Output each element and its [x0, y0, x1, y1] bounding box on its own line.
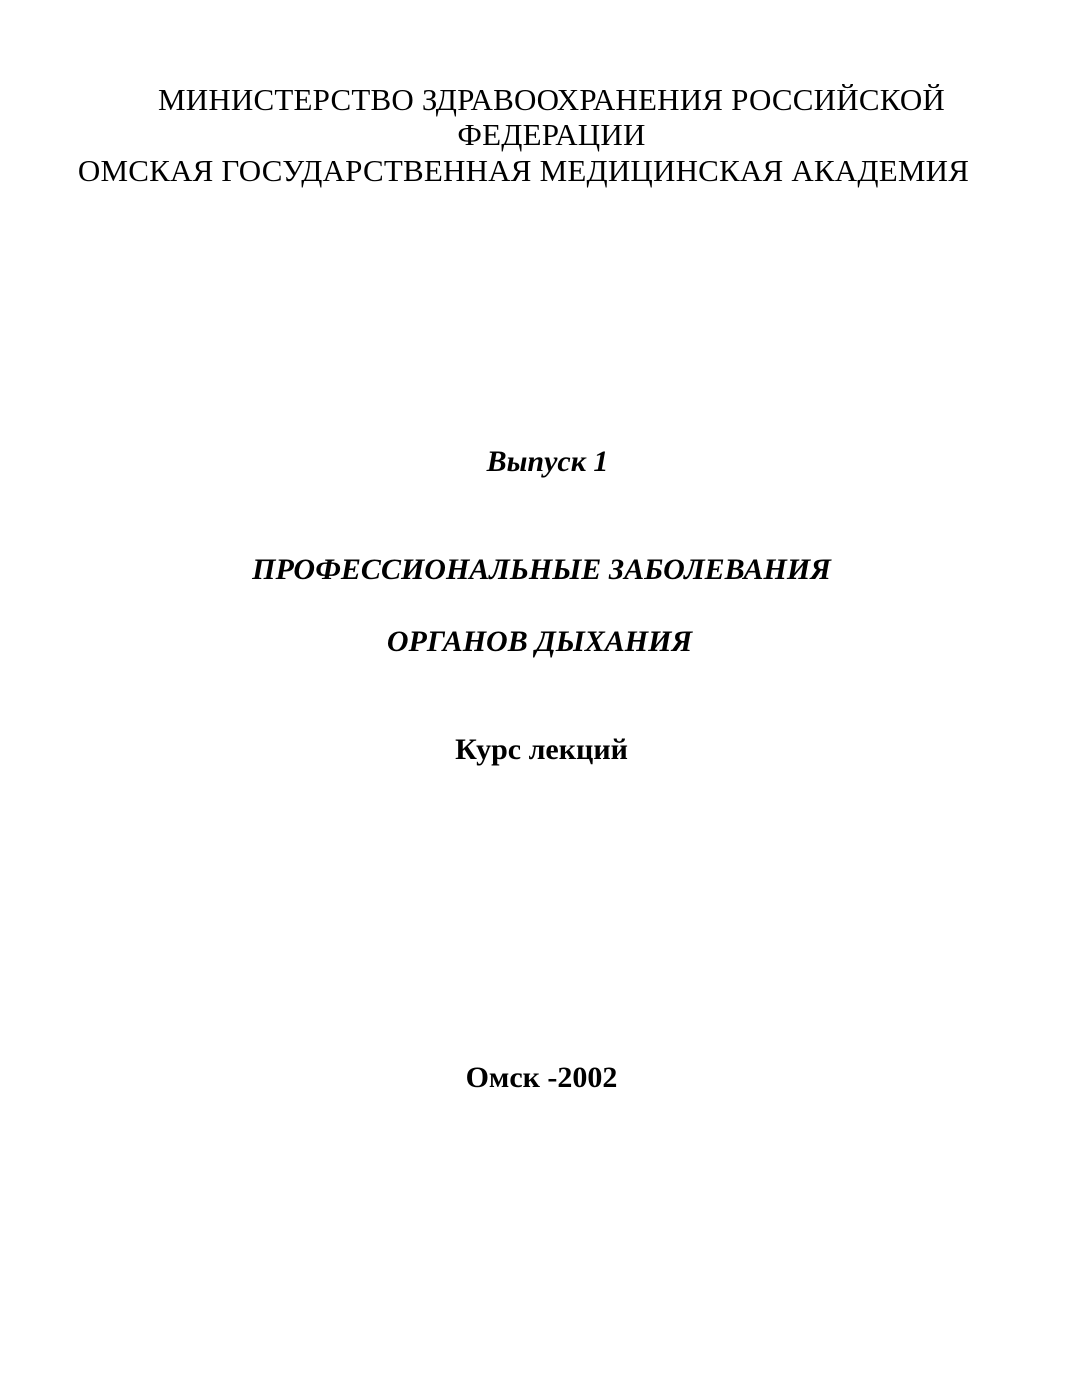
academy-name: ОМСКАЯ ГОСУДАРСТВЕННАЯ МЕДИЦИНСКАЯ АКАДЕМИЯ: [77, 153, 970, 188]
ministry-name-line-2: ФЕДЕРАЦИИ: [457, 117, 646, 152]
document-subtitle: Курс лекций: [455, 733, 628, 766]
document-title-line-1: ПРОФЕССИОНАЛЬНЫЕ ЗАБОЛЕВАНИЯ: [252, 553, 831, 586]
place-and-year: Омск -2002: [465, 1061, 618, 1094]
ministry-name-line-1: МИНИСТЕРСТВО ЗДРАВООХРАНЕНИЯ РОССИЙСКОЙ: [157, 82, 946, 117]
issue-number: Выпуск 1: [486, 445, 609, 478]
document-title-line-2: ОРГАНОВ ДЫХАНИЯ: [386, 625, 693, 658]
